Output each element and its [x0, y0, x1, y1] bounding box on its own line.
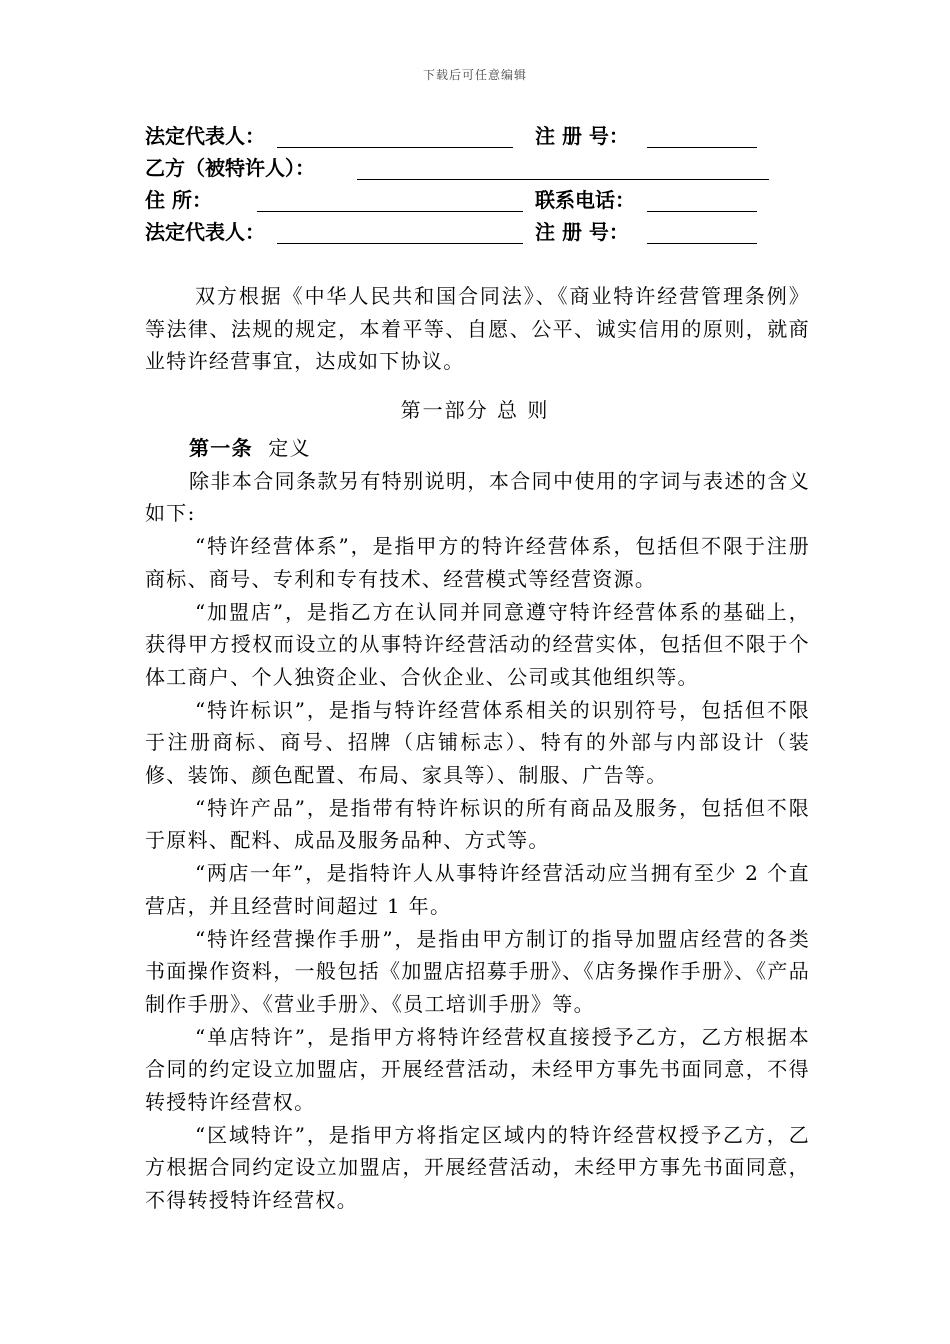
definition-item: “特许标识”，是指与特许经营体系相关的识别符号，包括但不限于注册商标、商号、招牌（店铺标志）、特有的外部与内部设计（装修、装饰、颜色配置、布局、家具等）、制服、广告等。: [145, 697, 810, 788]
reg-no-blank-2[interactable]: [647, 243, 757, 244]
reg-no-blank[interactable]: [647, 147, 757, 148]
legal-rep-blank[interactable]: [277, 147, 513, 148]
party-b-label: 乙方（被特许人）：: [145, 156, 315, 180]
article-title: 定义: [268, 436, 311, 460]
legal-rep-label: 法定代表人：: [145, 124, 265, 148]
definition-item: “区域特许”，是指甲方将指定区域内的特许经营权授予乙方，乙方根据合同约定设立加盟店，开展经营活动，未经甲方事先书面同意，不得转授特许经营权。: [145, 1122, 810, 1213]
phone-label: 联系电话：: [535, 188, 635, 212]
reg-no-label-2: 注 册 号：: [535, 220, 629, 244]
legal-rep-blank-2[interactable]: [277, 243, 523, 244]
address-label: 住 所：: [145, 188, 212, 212]
party-b-blank[interactable]: [357, 179, 769, 180]
reg-no-label: 注 册 号：: [535, 124, 629, 148]
field-row-party-b: [145, 152, 785, 184]
definition-item: “两店一年”，是指特许人从事特许经营活动应当拥有至少 2 个直营店，并且经营时间超过 1 年。: [145, 861, 810, 918]
field-row-legal-rep: [145, 120, 785, 152]
intro-paragraph: 双方根据《中华人民共和国合同法》、《商业特许经营管理条例》等法律、法规的规定，本着平等、自愿、公平、诚实信用的原则，就商业特许经营事宜，达成如下协议。: [145, 284, 810, 374]
intro-block: [145, 280, 810, 378]
definition-item: “加盟店”，是指乙方在认同并同意遵守特许经营体系的基础上，获得甲方授权而设立的从事特许经营活动的经营实体，包括但不限于个体工商户、个人独资企业、合伙企业、公司或其他组织等。: [145, 599, 810, 689]
party-info-fields: [145, 120, 785, 248]
page-header: 下载后可任意编辑: [422, 68, 527, 82]
definition-item: “特许经营操作手册”，是指由甲方制订的指导加盟店经营的各类书面操作资料，一般包括《加盟店招募手册》、《店务操作手册》、《产品制作手册》、《营业手册》、《员工培训手册》等。: [145, 926, 810, 1016]
section-title: 第一部分 总 则: [400, 398, 550, 422]
legal-rep-label-2: 法定代表人：: [145, 220, 265, 244]
article-lead: 除非本合同条款另有特别说明，本合同中使用的字词与表述的含义如下:: [145, 468, 810, 526]
definition-item: “单店特许”，是指甲方将特许经营权直接授予乙方，乙方根据本合同的约定设立加盟店，开展经营活动，未经甲方事先书面同意，不得转授特许经营权。: [145, 1024, 810, 1115]
article-heading: [145, 432, 810, 465]
article-block: [145, 432, 810, 1217]
definition-item: “特许经营体系”，是指甲方的特许经营体系，包括但不限于注册商标、商号、专利和专有技术、经营模式等经营资源。: [145, 534, 810, 591]
definition-item: “特许产品”，是指带有特许标识的所有商品及服务，包括但不限于原料、配料、成品及服务品种、方式等。: [145, 795, 810, 853]
field-row-legal-rep-2: [145, 216, 785, 248]
article-number: 第一条: [189, 436, 253, 460]
field-row-address: [145, 184, 785, 216]
phone-blank[interactable]: [647, 211, 757, 212]
address-blank[interactable]: [257, 211, 523, 212]
